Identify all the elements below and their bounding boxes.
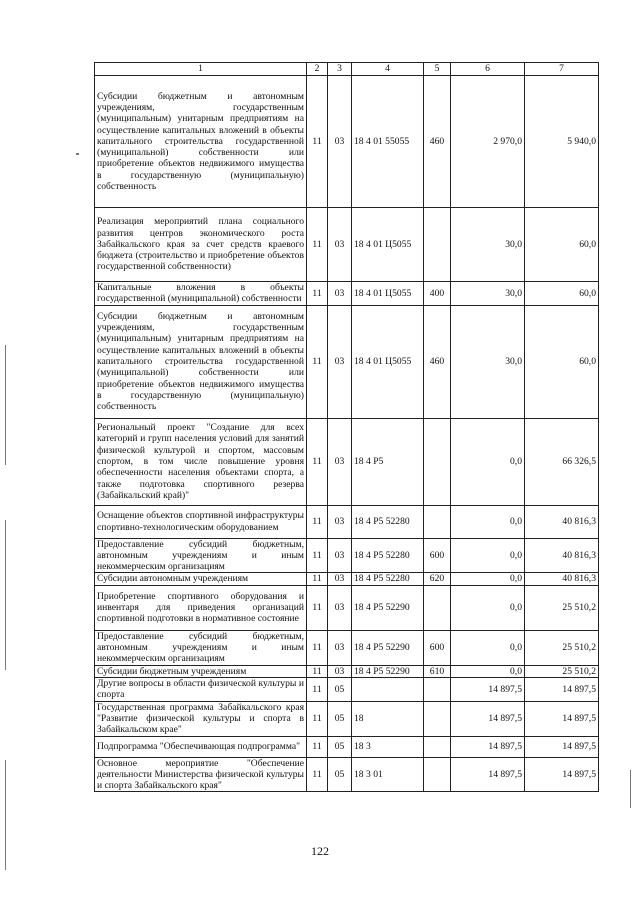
row-sum-year-2: 40 816,3 <box>525 505 599 538</box>
table-row <box>95 665 599 677</box>
row-expense-type: 600 <box>424 630 451 665</box>
table-row <box>95 677 599 701</box>
table-row <box>95 736 599 757</box>
table-row <box>95 208 599 282</box>
row-sum-year-2: 25 510,2 <box>525 585 599 630</box>
row-target-article <box>352 677 424 701</box>
row-name: Предоставление субсидий бюджетным, автономным учреждениям и иным некоммерческим организациям <box>95 538 307 573</box>
row-subsection: 05 <box>328 701 352 736</box>
header-col-4: 4 <box>352 63 424 76</box>
row-sum-year-2: 60,0 <box>525 282 599 306</box>
row-expense-type <box>424 505 451 538</box>
row-sum-year-2: 60,0 <box>525 305 599 418</box>
row-section: 11 <box>307 585 328 630</box>
row-target-article: 18 <box>352 701 424 736</box>
row-sum-year-2: 25 510,2 <box>525 665 599 677</box>
row-sum-year-1: 30,0 <box>451 208 525 282</box>
row-target-article: 18 4 P5 52280 <box>352 573 424 585</box>
row-target-article: 18 4 P5 52290 <box>352 630 424 665</box>
row-section: 11 <box>307 736 328 757</box>
row-expense-type: 460 <box>424 305 451 418</box>
header-col-1: 1 <box>95 63 307 76</box>
header-col-6: 6 <box>451 63 525 76</box>
row-target-article: 18 3 01 <box>352 757 424 792</box>
table-row <box>95 630 599 665</box>
table-row <box>95 76 599 208</box>
row-sum-year-2: 14 897,5 <box>525 677 599 701</box>
row-sum-year-2: 14 897,5 <box>525 701 599 736</box>
row-expense-type <box>424 757 451 792</box>
row-expense-type: 600 <box>424 538 451 573</box>
row-sum-year-1: 14 897,5 <box>451 677 525 701</box>
row-subsection: 03 <box>328 585 352 630</box>
row-sum-year-1: 0,0 <box>451 665 525 677</box>
scan-mark <box>76 153 79 155</box>
table-row <box>95 305 599 418</box>
table-row <box>95 282 599 306</box>
scan-mark <box>5 520 6 670</box>
row-target-article: 18 4 01 Ц5055 <box>352 282 424 306</box>
row-section: 11 <box>307 208 328 282</box>
row-sum-year-1: 0,0 <box>451 573 525 585</box>
row-section: 11 <box>307 677 328 701</box>
row-target-article: 18 4 P5 52280 <box>352 505 424 538</box>
row-sum-year-1: 30,0 <box>451 282 525 306</box>
table-row <box>95 418 599 505</box>
row-sum-year-2: 25 510,2 <box>525 630 599 665</box>
row-section: 11 <box>307 505 328 538</box>
row-sum-year-1: 30,0 <box>451 305 525 418</box>
row-name: Приобретение спортивного оборудования и инвентаря для приведения организаций спортивной подготовки в нормативное состояние <box>95 585 307 630</box>
row-sum-year-1: 0,0 <box>451 538 525 573</box>
row-expense-type <box>424 585 451 630</box>
table-row <box>95 505 599 538</box>
row-expense-type <box>424 701 451 736</box>
row-subsection: 03 <box>328 76 352 208</box>
row-target-article: 18 4 P5 52280 <box>352 538 424 573</box>
row-subsection: 03 <box>328 282 352 306</box>
scan-mark <box>5 760 6 870</box>
row-section: 11 <box>307 630 328 665</box>
row-target-article: 18 4 P5 52290 <box>352 665 424 677</box>
row-section: 11 <box>307 305 328 418</box>
budget-table <box>94 62 599 792</box>
row-expense-type <box>424 418 451 505</box>
row-subsection: 05 <box>328 677 352 701</box>
row-subsection: 05 <box>328 757 352 792</box>
row-expense-type <box>424 736 451 757</box>
page-number: 122 <box>311 844 329 858</box>
table-row <box>95 757 599 792</box>
row-expense-type: 610 <box>424 665 451 677</box>
row-subsection: 05 <box>328 736 352 757</box>
row-target-article: 18 4 01 Ц5055 <box>352 208 424 282</box>
row-name: Государственная программа Забайкальского края "Развитие физической культуры и спорта в Забайкальском крае" <box>95 701 307 736</box>
header-row <box>95 63 599 76</box>
row-sum-year-1: 2 970,0 <box>451 76 525 208</box>
row-section: 11 <box>307 665 328 677</box>
row-name: Субсидии бюджетным и автономным учреждениям, государственным (муниципальным) унитарным предприятиям на осуществление капитальных вложений в объекты капитального строительства государственной (муниципальной) собственности или приобретение объектов недвижимого имущества в государственную (муниципальную) собственность <box>95 305 307 418</box>
row-sum-year-2: 66 326,5 <box>525 418 599 505</box>
row-subsection: 03 <box>328 505 352 538</box>
row-target-article: 18 4 P5 <box>352 418 424 505</box>
table-row <box>95 538 599 573</box>
header-col-3: 3 <box>328 63 352 76</box>
row-expense-type: 620 <box>424 573 451 585</box>
row-section: 11 <box>307 282 328 306</box>
row-expense-type <box>424 208 451 282</box>
row-name: Оснащение объектов спортивной инфраструктуры спортивно-технологическим оборудованием <box>95 505 307 538</box>
row-section: 11 <box>307 573 328 585</box>
row-target-article: 18 3 <box>352 736 424 757</box>
row-name: Подпрограмма "Обеспечивающая подпрограмма" <box>95 736 307 757</box>
row-expense-type: 400 <box>424 282 451 306</box>
row-sum-year-1: 14 897,5 <box>451 736 525 757</box>
row-sum-year-1: 0,0 <box>451 630 525 665</box>
row-sum-year-1: 0,0 <box>451 505 525 538</box>
row-name: Субсидии бюджетным учреждениям <box>95 665 307 677</box>
row-subsection: 03 <box>328 538 352 573</box>
table-body <box>95 76 599 792</box>
row-subsection: 03 <box>328 305 352 418</box>
row-section: 11 <box>307 76 328 208</box>
table-row <box>95 573 599 585</box>
header-col-5: 5 <box>424 63 451 76</box>
row-name: Региональный проект "Создание для всех категорий и групп населения условий для занятий физической культурой и спортом, массовым спортом, в том числе повышение уровня обеспеченности населения объектами спорта, а также подготовка спортивного резерва (Забайкальский край)" <box>95 418 307 505</box>
row-sum-year-2: 40 816,3 <box>525 538 599 573</box>
row-sum-year-1: 0,0 <box>451 585 525 630</box>
row-subsection: 03 <box>328 573 352 585</box>
row-subsection: 03 <box>328 418 352 505</box>
row-name: Основное мероприятие "Обеспечение деятельности Министерства физической культуры и спорта Забайкальского края" <box>95 757 307 792</box>
row-name: Субсидии бюджетным и автономным учреждениям, государственным (муниципальным) унитарным предприятиям на осуществление капитальных вложений в объекты капитального строительства государственной (муниципальной) собственности или приобретение объектов недвижимого имущества в государственную (муниципальную) собственность <box>95 76 307 208</box>
row-name: Капитальные вложения в объекты государственной (муниципальной) собственности <box>95 282 307 306</box>
row-sum-year-2: 40 816,3 <box>525 573 599 585</box>
row-sum-year-2: 5 940,0 <box>525 76 599 208</box>
table-row <box>95 585 599 630</box>
row-section: 11 <box>307 757 328 792</box>
row-target-article: 18 4 01 Ц5055 <box>352 305 424 418</box>
row-sum-year-1: 14 897,5 <box>451 701 525 736</box>
row-subsection: 03 <box>328 208 352 282</box>
row-subsection: 03 <box>328 630 352 665</box>
scan-mark <box>630 770 631 808</box>
row-sum-year-2: 14 897,5 <box>525 736 599 757</box>
table-row <box>95 701 599 736</box>
row-sum-year-2: 14 897,5 <box>525 757 599 792</box>
header-col-7: 7 <box>525 63 599 76</box>
row-name: Другие вопросы в области физической культуры и спорта <box>95 677 307 701</box>
row-target-article: 18 4 01 55055 <box>352 76 424 208</box>
row-sum-year-1: 14 897,5 <box>451 757 525 792</box>
table-header <box>95 63 599 76</box>
row-section: 11 <box>307 701 328 736</box>
row-name: Реализация мероприятий плана социального развития центров экономического роста Забайкальского края за счет средств краевого бюджета (строительство и приобретение объектов государственной собственности) <box>95 208 307 282</box>
row-subsection: 03 <box>328 665 352 677</box>
row-sum-year-2: 60,0 <box>525 208 599 282</box>
row-name: Предоставление субсидий бюджетным, автономным учреждениям и иным некоммерческим организациям <box>95 630 307 665</box>
header-col-2: 2 <box>307 63 328 76</box>
scan-mark <box>5 345 6 465</box>
row-section: 11 <box>307 538 328 573</box>
row-target-article: 18 4 P5 52290 <box>352 585 424 630</box>
row-name: Субсидии автономным учреждениям <box>95 573 307 585</box>
row-expense-type <box>424 677 451 701</box>
row-sum-year-1: 0,0 <box>451 418 525 505</box>
row-expense-type: 460 <box>424 76 451 208</box>
row-section: 11 <box>307 418 328 505</box>
